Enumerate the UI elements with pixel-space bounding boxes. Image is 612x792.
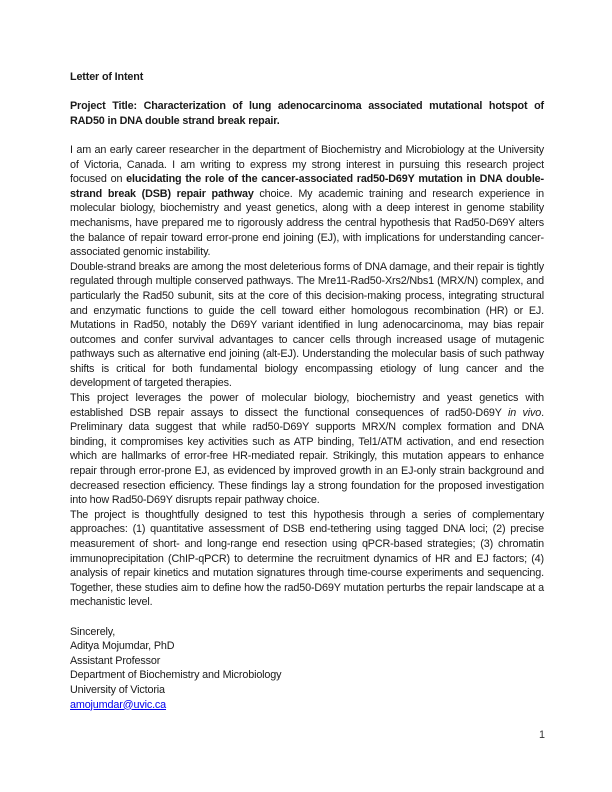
- text-run: The project is thoughtfully designed to test this hypothesis through a series of complementary approaches: (1) quantitative assessment of DSB end-tethering using tagged DNA loci; (2) precise measurement of short- and long-range end resection using qPCR-based strategies; (3) chromatin immunoprecipitation (ChIP-qPCR) to determine the recruitment dynamics of HR and EJ factors; (4) analysis of repair kinetics and mutation signatures through time-course experiments and sequencing. Together, these studies aim to define how the rad50-D69Y mutation perturbs the repair landscape at a mechanistic level.: [70, 508, 544, 609]
- text-run: choice. My academic training and research experience in molecular biology, biochemistry and yeast genetics, along with a deep interest in genome stability mechanisms, have prepared me to rigorously address the central hypothesis that Rad50-D69Y alters the balance of repair toward error-prone end joining (EJ), with implications for understanding cancer-associated genomic instability.: [70, 187, 544, 259]
- text-run: Double-strand breaks are among the most deleterious forms of DNA damage, and their repair is tightly regulated through multiple conserved pathways. The Mre11-Rad50-Xrs2/Nbs1 (MRX/N) complex, and particularly the Rad50 subunit, sits at the core of this decision-making process, integrating structural and enzymatic functions to guide the cell toward either homologous recombination (HR) or EJ. Mutations in Rad50, notably the D69Y variant identified in lung adenocarcinoma, may bias repair outcomes and confer survival advantages to cancer cells through increased usage of mutagenic pathways such as alternative end joining (alt-EJ). Understanding the molecular basis of such pathway shifts is critical for both fundamental biology encompassing etiology of lung cancer and the development of targeted therapies.: [70, 260, 544, 390]
- paragraph: [70, 143, 544, 260]
- letter-body: [70, 143, 544, 610]
- text-run: elucidating the role of the cancer-associated rad50-D69Y mutation in DNA double-strand break (DSB) repair pathway: [70, 173, 544, 200]
- text-run: I am an early career researcher in the department of Biochemistry and Microbiology at the University of Victoria, Canada. I am writing to express my strong interest in pursuing this research project focused on: [70, 143, 544, 186]
- paragraph: [70, 391, 544, 508]
- text-run: . Preliminary data suggest that while rad50-D69Y supports MRX/N complex formation and DNA binding, it compromises key activities such as ATP binding, Tel1/ATM activation, and end resection which are hallmarks of error-free HR-mediated repair. Strikingly, this mutation appears to enhance repair through error-prone EJ, as evidenced by improved growth in an EJ-only strain background and decreased resection efficiency. These findings lay a strong foundation for the proposed investigation into how Rad50-D69Y disrupts repair pathway choice.: [70, 406, 544, 507]
- page-number: 1: [538, 729, 545, 741]
- signature-title: Assistant Professor: [70, 654, 161, 667]
- letter-heading: Letter of Intent: [70, 71, 144, 83]
- signature-department: Department of Biochemistry and Microbiology: [70, 669, 282, 682]
- project-title: Project Title: Characterization of lung adenocarcinoma associated mutational hotspot of RAD50 in DNA double strand break repair.: [70, 100, 544, 127]
- signature-closing: Sincerely,: [70, 625, 116, 638]
- email-link[interactable]: amojumdar@uvic.ca: [70, 698, 167, 711]
- signature-name: Aditya Mojumdar, PhD: [70, 640, 175, 653]
- paragraph: [70, 508, 544, 610]
- paragraph: [70, 260, 544, 391]
- text-run: in vivo: [508, 406, 542, 419]
- letter-content: [70, 70, 544, 712]
- signature-block: [70, 625, 544, 713]
- text-run: This project leverages the power of molecular biology, biochemistry and yeast genetics with established DSB repair assays to dissect the functional consequences of rad50-D69Y: [70, 392, 544, 419]
- signature-institution: University of Victoria: [70, 683, 165, 696]
